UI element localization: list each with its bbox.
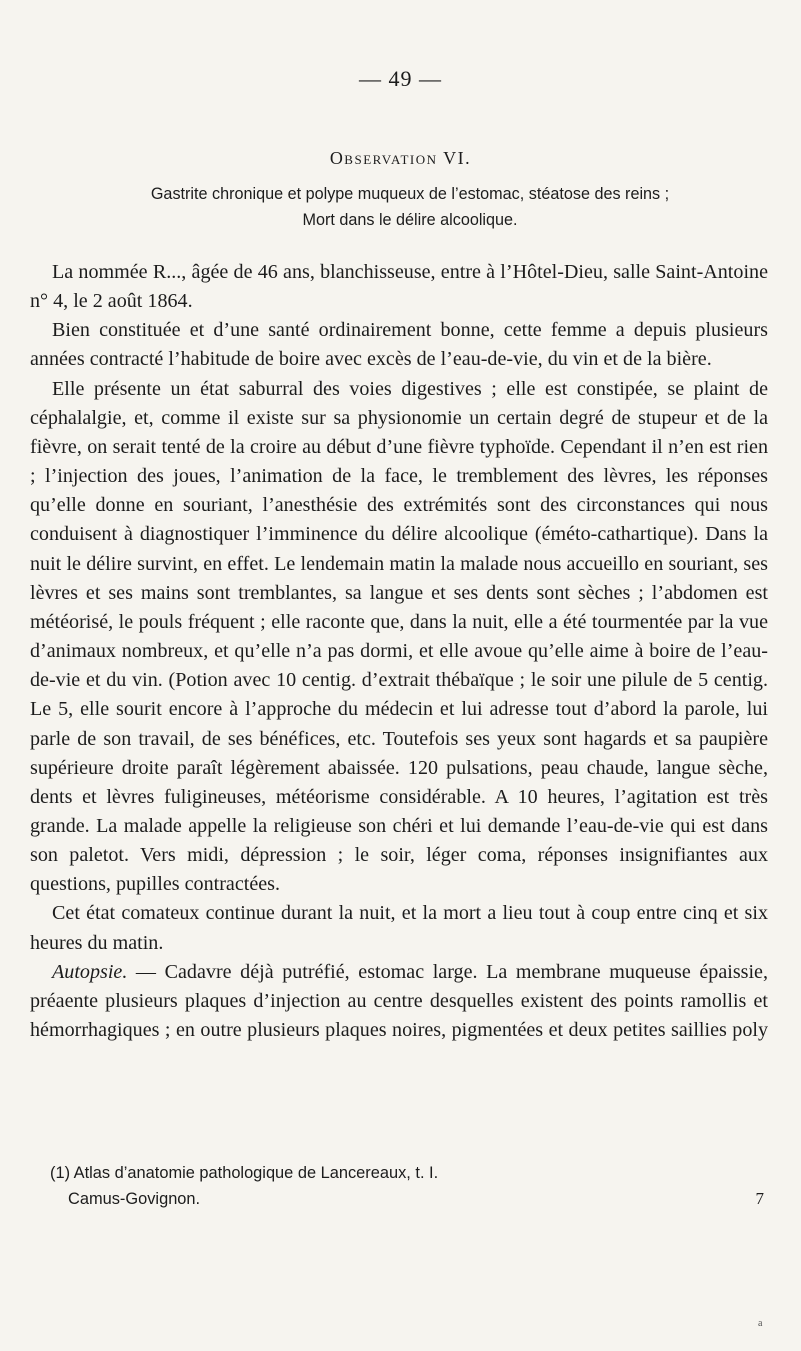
paragraph-history: Bien constituée et d’une santé ordinairement bonne, cette femme a depuis plusieurs années contracté l’habitude de boire avec excès de l’eau-de-vie, du vin et de la bière.: [30, 319, 768, 371]
case-report-body: [30, 258, 768, 1045]
observation-title: Observation VI.: [329, 148, 472, 168]
paragraph-death: Cet état comateux continue durant la nuit, et la mort a lieu tout à coup entre cinq et six heures du matin.: [30, 902, 768, 954]
autopsy-text: — Cadavre déjà putréfié, estomac large. La membrane muqueuse épaissie, préaente plusieurs plaques d’injection au centre desquelles existent des points ramollis et hémorrhagiques ; en outre plusieurs plaques noires, pigmentées et deux petites saillies poly: [30, 960, 768, 1042]
printer-name: Camus-Govignon.: [68, 1190, 201, 1208]
paragraph-clinical-course: Elle présente un état saburral des voies digestives ; elle est constipée, se plaint de céphalalgie, et, comme il existe sur sa physionomie un certain degré de stupeur et de la fièvre, on serait tenté de la croire au début d’une fièvre typhoïde. Cependant il n’en est rien ; l’injection des joues, l’animation de la face, le tremblement des lèvres, les réponses qu’elle donne en souriant, l’anesthésie des extrémités sont des circonstances qui nous conduisent à diagnostiquer l’imminence du délire alcoolique (éméto-cathartique). Dans la nuit le délire survint, en effet. Le lendemain matin la malade nous accueillo en souriant, ses lèvres et ses mains sont tremblantes, sa langue et ses dents sont sèches ; l’abdomen est météorisé, le pouls fréquent ; elle raconte que, dans la nuit, elle a été tourmentée par la vue d’animaux nombreux, et qu’elle n’a pas dormi, et elle avoue qu’elle aime à boire de l’eau-de-vie et du vin. (Potion avec 10 centig. d’extrait thébaïque ; le soir une pilule de 5 centig. Le 5, elle sourit encore à l’approche du médecin et lui adresse tout d’abord la parole, lui parle de son travail, de ses bénéfices, etc. Toutefois ses yeux sont hagards et sa paupière supérieure droite paraît légèrement abaissée. 120 pulsations, peau chaude, langue sèche, dents et lèvres fuligineuses, météorisme considérable. A 10 heures, l’agitation est très grande. La malade appelle la religieuse son chéri et lui demande l’eau-de-vie qui est dans son paletot. Vers midi, dépression ; le soir, léger coma, réponses insignifiantes aux questions, pupilles contractées.: [30, 377, 768, 896]
paragraph-autopsy: [30, 958, 768, 1045]
autopsy-label: Autopsie.: [52, 960, 128, 983]
subtitle-line-2: Mort dans le délire alcoolique.: [302, 211, 518, 229]
footnote: [50, 1160, 764, 1212]
observation-subtitle: [40, 181, 780, 233]
footnote-line-2-row: [50, 1186, 764, 1212]
stray-mark: a: [758, 1318, 763, 1329]
paragraph-admission: La nommée R..., âgée de 46 ans, blanchisseuse, entre à l’Hôtel-Dieu, salle Saint-Antoine n° 4, le 2 août 1864.: [30, 261, 768, 313]
page-number: — 49 —: [359, 66, 442, 91]
signature-mark: 7: [755, 1189, 764, 1208]
subtitle-line-1: Gastrite chronique et polype muqueux de l’estomac, stéatose des reins ;: [150, 185, 670, 203]
footnote-line-1: (1) Atlas d’anatomie pathologique de Lancereaux, t. I.: [50, 1164, 439, 1182]
